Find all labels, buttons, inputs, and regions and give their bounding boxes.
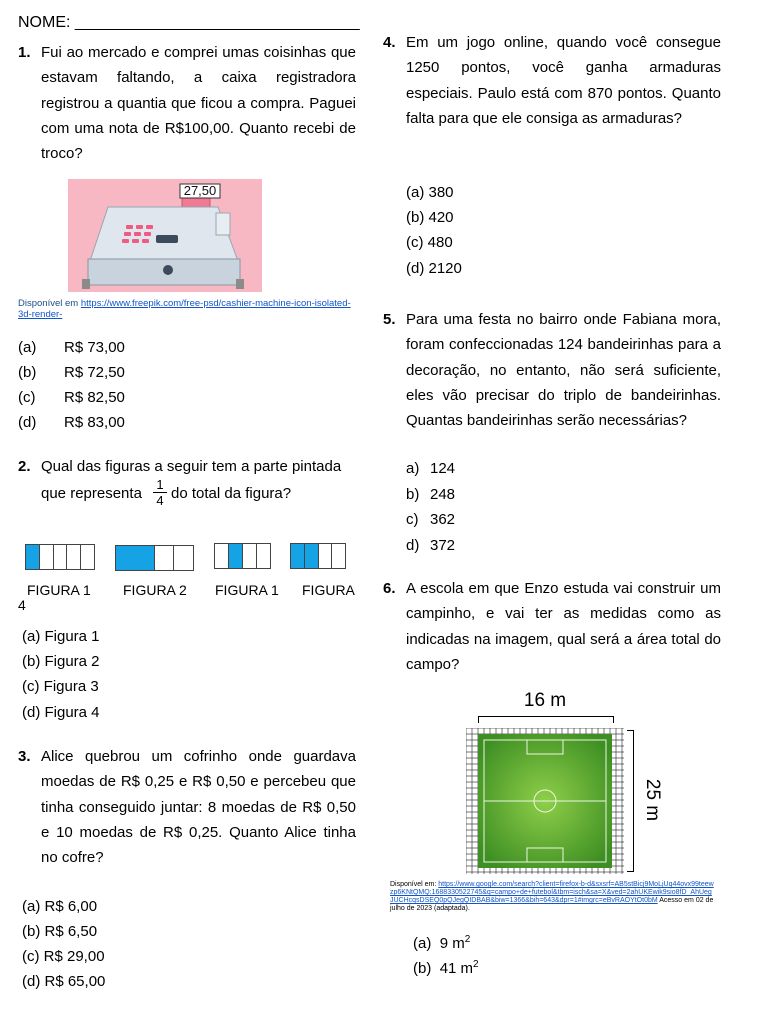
- figure-label-4-wrap: 4: [18, 597, 26, 613]
- figure-1-bar: [25, 544, 95, 570]
- option-d: (d) Figura 4: [22, 704, 100, 721]
- option-a: (a) Figura 1: [22, 628, 100, 645]
- fraction-denominator: 4: [153, 492, 167, 508]
- option-a-letter: (a): [413, 935, 432, 952]
- credit-prefix: Disponível em:: [390, 881, 439, 888]
- question-1-number: 1.: [18, 44, 31, 61]
- option-c-letter: c): [406, 511, 419, 528]
- option-d: (d) R$ 65,00: [22, 973, 106, 990]
- option-b-value: 248: [430, 486, 456, 503]
- option-c: (c) 480: [406, 234, 453, 251]
- figure-4-bar: [290, 543, 346, 569]
- figure-cell: [291, 544, 305, 568]
- question-1-text: Fui ao mercado e comprei umas coisinhas que estavam faltando, a caixa registradora registrou a quantia que ficou a compra. Paguei com uma nota de R$100,00. Quanto recebi de troco?: [41, 44, 356, 163]
- question-6-number: 6.: [383, 580, 396, 597]
- figure-cell: [332, 544, 345, 568]
- option-a-value: 9 m: [439, 935, 465, 952]
- option-b-exponent: 2: [473, 959, 479, 970]
- figure-cell: [215, 544, 229, 568]
- option-b-value: 41 m: [439, 960, 474, 977]
- figure-label-3: FIGURA 1: [215, 582, 279, 598]
- question-5-number: 5.: [383, 311, 396, 328]
- figure-cell: [81, 545, 94, 569]
- option-b-value: R$ 72,50: [64, 364, 125, 381]
- figure-cell: [40, 545, 54, 569]
- option-b-letter: (b): [413, 960, 432, 977]
- soccer-field-icon: [466, 728, 624, 874]
- option-a-letter: a): [406, 460, 420, 477]
- option-d-value: R$ 83,00: [64, 414, 125, 431]
- width-dimension-bracket: [478, 716, 614, 723]
- option-a-value: R$ 73,00: [64, 339, 125, 356]
- height-dimension-bracket: [627, 730, 634, 872]
- option-b: (b) 420: [406, 209, 454, 226]
- credit-prefix: Disponível em: [18, 298, 81, 309]
- option-b: (b) R$ 6,50: [22, 923, 98, 940]
- option-d-value: 372: [430, 537, 456, 554]
- figure-cell: [54, 545, 68, 569]
- option-a: (a) R$ 6,00: [22, 898, 98, 915]
- fraction-one-quarter: [153, 477, 167, 508]
- figure-label-1: FIGURA 1: [27, 582, 91, 598]
- figure-label-2: FIGURA 2: [123, 582, 187, 598]
- question-6-text: A escola em que Enzo estuda vai construir um campinho, e vai ter as medidas como as indicadas na imagem, qual será a área total do campo?: [406, 580, 721, 673]
- credit-link[interactable]: https://www.freepik.com/free-psd/cashier-machine-icon-isolated-3d-render-: [18, 298, 351, 320]
- figure-cell: [26, 545, 40, 569]
- option-a: (a) 380: [406, 184, 454, 201]
- question-4-number: 4.: [383, 34, 396, 51]
- option-a-letter: (a): [18, 339, 37, 356]
- credit-link[interactable]: https://www.google.com/search?client=firefox-b-d&sxsrf=AB5stBicj9MoLjUq44ovx99teewzp6KNtQMQ:1688330522745&q=campo+de+futebol&tbm=isch&sa=X&ved=2ahUKEwik9sio8fD_AhUegJUCHcqsDSEQ0pQJegQIDBAB&biw=1366&bih=643&dpr=1#imgrc=eBvRAOYtOt0bM: [390, 881, 714, 904]
- credit-suffix: Acesso em 02 de julho de 2023 (adaptada).: [390, 897, 714, 912]
- cash-register-icon: [68, 179, 262, 292]
- option-c-value: R$ 82,50: [64, 389, 125, 406]
- option-a: [413, 930, 470, 954]
- question-3-text: Alice quebrou um cofrinho onde guardava moedas de R$ 0,25 e R$ 0,50 e percebeu que tinha conseguido juntar: 8 moedas de R$ 0,50 e 10 moedas de R$ 0,25. Quanto Alice tinha no cofre?: [41, 748, 356, 867]
- option-c-letter: (c): [18, 389, 36, 406]
- question-2-line2-prefix: que representa: [41, 485, 142, 502]
- question-2-text: Qual das figuras a seguir tem a parte pintada: [41, 458, 342, 475]
- option-b: (b) Figura 2: [22, 653, 100, 670]
- figure-cell: [305, 544, 319, 568]
- option-c: (c) R$ 29,00: [22, 948, 105, 965]
- figure-label-4: FIGURA: [302, 582, 355, 598]
- option-c: (c) Figura 3: [22, 678, 99, 695]
- name-field-label: NOME: ________________________________: [18, 14, 360, 31]
- option-d-letter: d): [406, 537, 420, 554]
- figure-cell: [67, 545, 81, 569]
- option-a-value: 124: [430, 460, 456, 477]
- question-6-credit: [390, 881, 715, 913]
- option-c-value: 362: [430, 511, 456, 528]
- question-2-number: 2.: [18, 458, 31, 475]
- figure-cell: [319, 544, 333, 568]
- option-b-letter: (b): [18, 364, 37, 381]
- option-d-letter: (d): [18, 414, 37, 431]
- option-a-exponent: 2: [464, 934, 471, 945]
- figure-2-bar: [115, 545, 194, 571]
- fraction-numerator: 1: [156, 477, 164, 492]
- figure-cell: [174, 546, 193, 570]
- register-display-text: 27,50: [183, 183, 217, 198]
- figure-cell: [135, 546, 155, 570]
- field-width-label: 16 m: [523, 690, 567, 711]
- figure-cell: [229, 544, 243, 568]
- figure-cell: [116, 546, 135, 570]
- question-1-credit: [18, 298, 358, 320]
- question-3-number: 3.: [18, 748, 31, 765]
- field-height-label: 25 m: [642, 778, 663, 822]
- option-d: (d) 2120: [406, 260, 462, 277]
- option-b-letter: b): [406, 486, 420, 503]
- figure-cell: [243, 544, 257, 568]
- figure-cell: [155, 546, 175, 570]
- question-5-text: Para uma festa no bairro onde Fabiana mora, foram confeccionadas 124 bandeirinhas para a decoração, no entanto, não será suficiente, eles vão precisar do triplo de bandeirinhas. Quantas bandeirinhas serão necessárias?: [406, 311, 721, 430]
- question-2-line2-suffix: do total da figura?: [171, 485, 292, 502]
- figure-3-bar: [214, 543, 271, 569]
- option-b: [413, 955, 479, 979]
- question-4-text: Em um jogo online, quando você consegue 1250 pontos, você ganha armaduras especiais. Paulo está com 870 pontos. Quanto falta para que ele consiga as armaduras?: [406, 34, 721, 127]
- figure-cell: [257, 544, 270, 568]
